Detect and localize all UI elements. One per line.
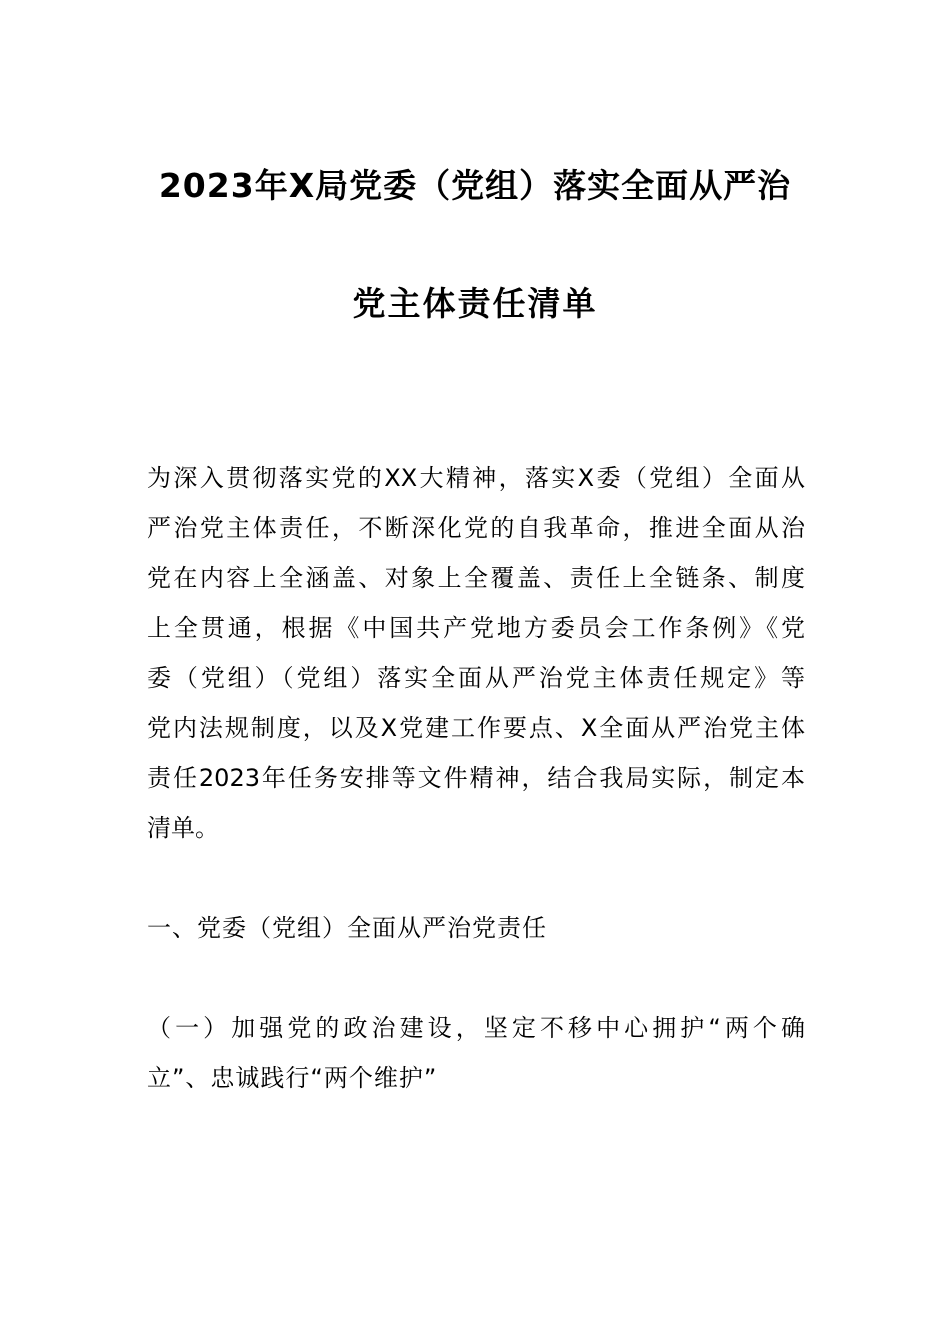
paragraph-line: 上全贯通，根据《中国共产党地方委员会工作条例》《党 xyxy=(147,614,805,642)
subsection-line: （一）加强党的政治建设，坚定不移中心拥护“两个确 xyxy=(147,1014,805,1042)
document-title-line-2: 党主体责任清单 xyxy=(352,284,598,323)
paragraph-line: 党在内容上全涵盖、对象上全覆盖、责任上全链条、制度 xyxy=(147,564,805,592)
subsection-line: 立”、忠诚践行“两个维护” xyxy=(147,1064,438,1092)
document-title-line-1: 2023年X局党委（党组）落实全面从严治 xyxy=(158,166,792,205)
paragraph-line: 委（党组）（党组）落实全面从严治党主体责任规定》等 xyxy=(147,664,805,692)
paragraph-line: 清单。 xyxy=(147,814,219,842)
paragraph-line: 责任2023年任务安排等文件精神，结合我局实际，制定本 xyxy=(147,764,805,792)
paragraph-line: 严治党主体责任，不断深化党的自我革命，推进全面从治 xyxy=(147,514,805,542)
section-heading: 一、党委（党组）全面从严治党责任 xyxy=(147,914,547,942)
paragraph-line: 党内法规制度，以及X党建工作要点、X全面从严治党主体 xyxy=(147,714,805,742)
paragraph-line: 为深入贯彻落实党的XX大精神，落实X委（党组）全面从 xyxy=(147,464,805,492)
